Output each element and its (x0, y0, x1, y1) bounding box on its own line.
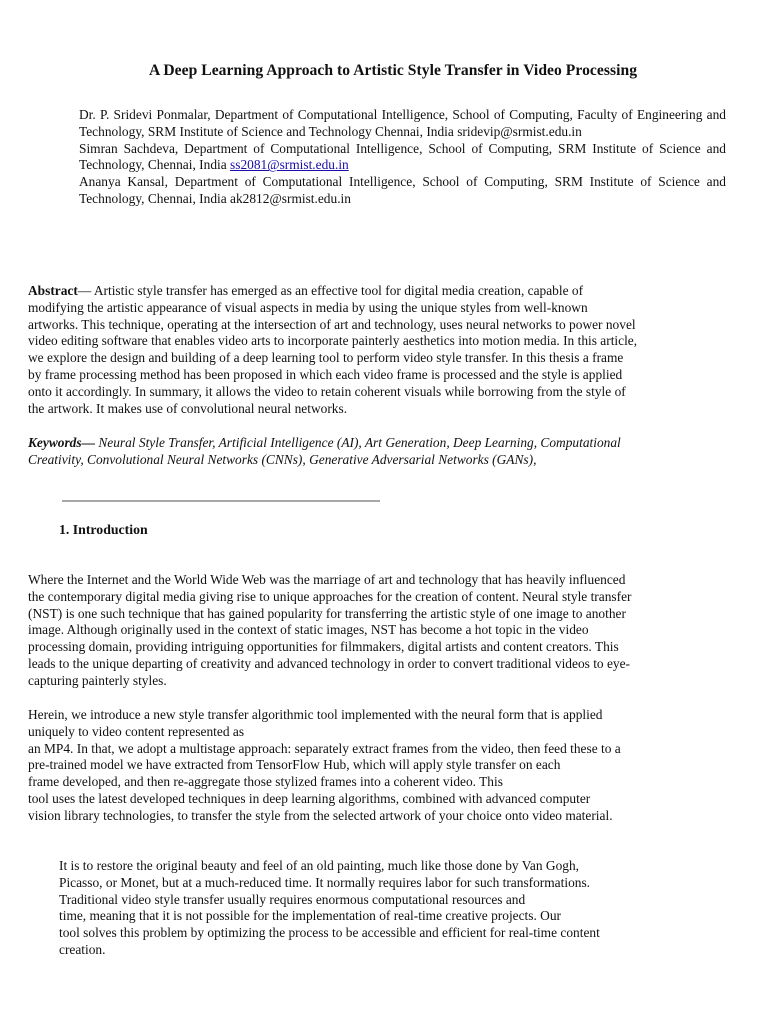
abstract-text: Artistic style transfer has emerged as an effective tool for digital media creation, capable of (93, 283, 584, 298)
paper-title: A Deep Learning Approach to Artistic Style Transfer in Video Processing (148, 62, 638, 79)
intro-paragraph-3 (59, 858, 739, 959)
intro-paragraph-2 (28, 707, 734, 825)
abstract-line: modifying the artistic appearance of visual aspects in media by using the unique styles from well-known (28, 299, 588, 315)
paragraph-line: creation. (59, 941, 106, 957)
paragraph-line: image. Although originally used in the context of static images, NST has become a hot topic in the video (28, 622, 589, 638)
keywords-label: Keywords (28, 435, 82, 450)
author-1: Dr. P. Sridevi Ponmalar, Department of Computational Intelligence, School of Computing, Faculty of Engineering and Technology, SRM Institute of Science and Technology Chennai, India sridevip@srmist.edu.in (79, 107, 726, 139)
abstract-line: onto it accordingly. In summary, it allows the video to retain coherent visuals while borrowing from the style of (28, 383, 626, 399)
abstract-line: the artwork. It makes use of convolutional neural networks. (28, 400, 348, 416)
paragraph-line: leads to the unique departing of creativity and advanced technology in order to convert traditional videos to eye- (28, 655, 631, 671)
author-3: Ananya Kansal, Department of Computational Intelligence, School of Computing, SRM Institute of Science and Technology, Chennai, India ak2812@srmist.edu.in (79, 174, 726, 206)
paragraph-line: Where the Internet and the World Wide Web was the marriage of art and technology that has heavily influenced (28, 572, 626, 587)
paragraph-line: frame developed, and then re-aggregate those stylized frames into a coherent video. This (28, 774, 503, 790)
paragraph-line: (NST) is one such technique that has gained popularity for transferring the artistic style of one image to another (28, 605, 626, 621)
paragraph-line: capturing painterly styles. (28, 672, 167, 688)
author-block (79, 107, 726, 208)
paragraph-line: Picasso, or Monet, but at a much-reduced time. It normally requires labor for such transformations. (59, 874, 591, 890)
paragraph-line: tool uses the latest developed techniques in deep learning algorithms, combined with advanced computer (28, 790, 591, 806)
abstract-label: Abstract (28, 283, 78, 298)
abstract-line: by frame processing method has been proposed in which each video frame is processed and the style is applied (28, 366, 623, 382)
abstract-separator: — (77, 283, 94, 298)
author-2-email-link[interactable]: ss2081@srmist.edu.in (230, 157, 349, 173)
abstract-line: we explore the design and building of a deep learning tool to perform video style transfer. In this thesis a frame (28, 350, 624, 366)
paragraph-line: pre-trained model we have extracted from TensorFlow Hub, which will apply style transfer on each (28, 757, 561, 773)
keywords-line (28, 435, 734, 452)
paragraph-line: Herein, we introduce a new style transfer algorithmic tool implemented with the neural form that is applied (28, 707, 603, 722)
paragraph-line: tool solves this problem by optimizing the process to be accessible and efficient for real-time content (59, 925, 600, 941)
paragraph-line: It is to restore the original beauty and feel of an old painting, much like those done by Van Gogh, (59, 858, 580, 873)
abstract-line (28, 283, 734, 300)
keywords-separator: — (81, 435, 99, 450)
abstract-line: artworks. This technique, operating at the intersection of art and technology, uses neural networks to power novel (28, 316, 636, 332)
abstract (28, 283, 734, 417)
abstract-line: video editing software that enables video arts to incorporate painterly aesthetics into motion media. In this article, (28, 333, 638, 349)
paragraph-line: the contemporary digital media giving rise to unique approaches for the creation of content. Neural style transfer (28, 588, 632, 604)
author-2-affiliation: Simran Sachdeva, Department of Computational Intelligence, School of Computing, SRM Institute of Science and Technology, Chennai, India (79, 140, 726, 173)
paragraph-line: time, meaning that it is not possible for the implementation of real-time creative projects. Our (59, 908, 562, 924)
author-2 (79, 141, 726, 175)
keywords-text: Neural Style Transfer, Artificial Intelligence (AI), Art Generation, Deep Learning, Computational (98, 435, 621, 450)
keywords-line: Creativity, Convolutional Neural Networks (CNNs), Generative Adversarial Networks (GANs), (28, 451, 537, 467)
paragraph-line: Traditional video style transfer usually requires enormous computational resources and (59, 891, 526, 907)
intro-paragraph-1 (28, 572, 734, 690)
section-divider (62, 500, 380, 502)
section-heading: 1. Introduction (59, 522, 148, 537)
paragraph-line: vision library technologies, to transfer the style from the selected artwork of your choice onto video material. (28, 807, 613, 823)
keywords (28, 435, 734, 469)
paragraph-line: processing domain, providing intriguing opportunities for filmmakers, digital artists and content creators. This (28, 639, 619, 655)
paragraph-line: an MP4. In that, we adopt a multistage approach: separately extract frames from the video, then feed these to a (28, 740, 621, 756)
paragraph-line: uniquely to video content represented as (28, 723, 245, 739)
